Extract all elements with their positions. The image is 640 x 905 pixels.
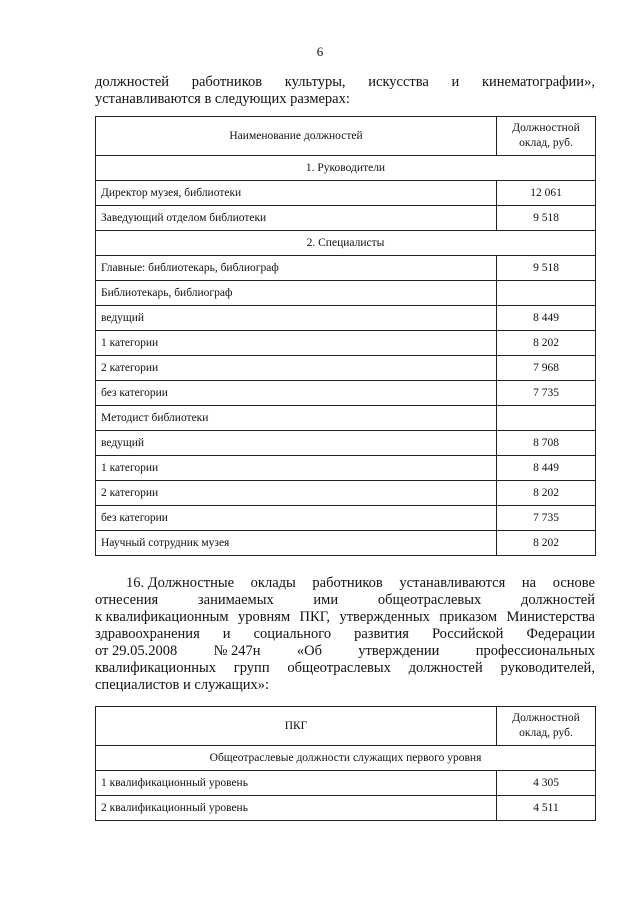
word: работников [191, 74, 263, 90]
word: кинематографии», [481, 74, 595, 90]
salary-value: 4 511 [497, 796, 596, 821]
intro-line-2: устанавливаются в следующих размерах: [95, 91, 350, 107]
position-name: Главные: библиотекарь, библиограф [96, 256, 497, 281]
column-header-salary: Должностной оклад, руб. [497, 707, 596, 746]
position-name: Научный сотрудник музея [96, 531, 497, 556]
intro-text [95, 74, 595, 108]
position-name: Библиотекарь, библиограф [96, 281, 497, 306]
position-name: 1 категории [96, 331, 497, 356]
salary-value: 9 518 [497, 206, 596, 231]
salary-value [497, 281, 596, 306]
table-row [96, 206, 596, 231]
section-title: Общеотраслевые должности служащих первого уровня [96, 746, 596, 771]
salary-value: 8 708 [497, 431, 596, 456]
salary-table-pkg [95, 706, 596, 821]
position-name: 2 категории [96, 481, 497, 506]
word: искусства [368, 74, 429, 90]
word: должностей [95, 74, 170, 90]
qualification-level: 2 квалификационный уровень [96, 796, 497, 821]
position-name: Заведующий отделом библиотеки [96, 206, 497, 231]
paragraph-line: 16. Должностные оклады работников устанавливаются на основе [126, 575, 595, 591]
section-row-first-level [96, 746, 596, 771]
position-name: без категории [96, 381, 497, 406]
column-header-salary: Должностной оклад, руб. [497, 117, 596, 156]
position-name: Директор музея, библиотеки [96, 181, 497, 206]
salary-value: 4 305 [497, 771, 596, 796]
salary-value: 8 449 [497, 456, 596, 481]
table-row [96, 406, 596, 431]
table-row [96, 331, 596, 356]
position-name: 2 категории [96, 356, 497, 381]
paragraph-line: квалификационных групп общеотраслевых должностей руководителей, [95, 660, 595, 676]
position-name: ведущий [96, 431, 497, 456]
table-row [96, 256, 596, 281]
paragraph-line: от 29.05.2008 № 247н «Об утверждении профессиональных [95, 643, 595, 659]
salary-table-culture [95, 116, 596, 556]
salary-value: 7 735 [497, 506, 596, 531]
table-row [96, 796, 596, 821]
table-row [96, 456, 596, 481]
table-header-row [96, 117, 596, 156]
paragraph-line: к квалификационным уровням ПКГ, утвержденных приказом Министерства [95, 609, 595, 625]
table-row [96, 431, 596, 456]
qualification-level: 1 квалификационный уровень [96, 771, 497, 796]
salary-value [497, 406, 596, 431]
salary-value: 8 202 [497, 481, 596, 506]
table-row [96, 281, 596, 306]
word: и [451, 74, 460, 90]
intro-line-1 [95, 74, 595, 91]
position-name: 1 категории [96, 456, 497, 481]
section-row-specialists [96, 231, 596, 256]
position-name: ведущий [96, 306, 497, 331]
table-row [96, 356, 596, 381]
table-row [96, 381, 596, 406]
word: культуры, [284, 74, 346, 90]
paragraph-16 [95, 575, 595, 694]
table-row [96, 306, 596, 331]
section-title: 2. Специалисты [96, 231, 596, 256]
table-row [96, 506, 596, 531]
position-name: Методист библиотеки [96, 406, 497, 431]
paragraph-line-last: специалистов и служащих»: [95, 677, 270, 693]
table-row [96, 531, 596, 556]
section-row-managers [96, 156, 596, 181]
page-number: 6 [316, 44, 324, 59]
salary-value: 8 202 [497, 331, 596, 356]
position-name: без категории [96, 506, 497, 531]
column-header-position: Наименование должностей [96, 117, 497, 156]
table-row [96, 481, 596, 506]
table-header-row [96, 707, 596, 746]
table-row [96, 181, 596, 206]
table-row [96, 771, 596, 796]
salary-value: 8 202 [497, 531, 596, 556]
salary-value: 7 968 [497, 356, 596, 381]
paragraph-line: отнесения занимаемых ими общеотраслевых должностей [95, 592, 595, 608]
salary-value: 12 061 [497, 181, 596, 206]
paragraph-line: здравоохранения и социального развития Российской Федерации [95, 626, 595, 642]
column-header-pkg: ПКГ [96, 707, 497, 746]
section-title: 1. Руководители [96, 156, 596, 181]
salary-value: 8 449 [497, 306, 596, 331]
salary-value: 9 518 [497, 256, 596, 281]
salary-value: 7 735 [497, 381, 596, 406]
